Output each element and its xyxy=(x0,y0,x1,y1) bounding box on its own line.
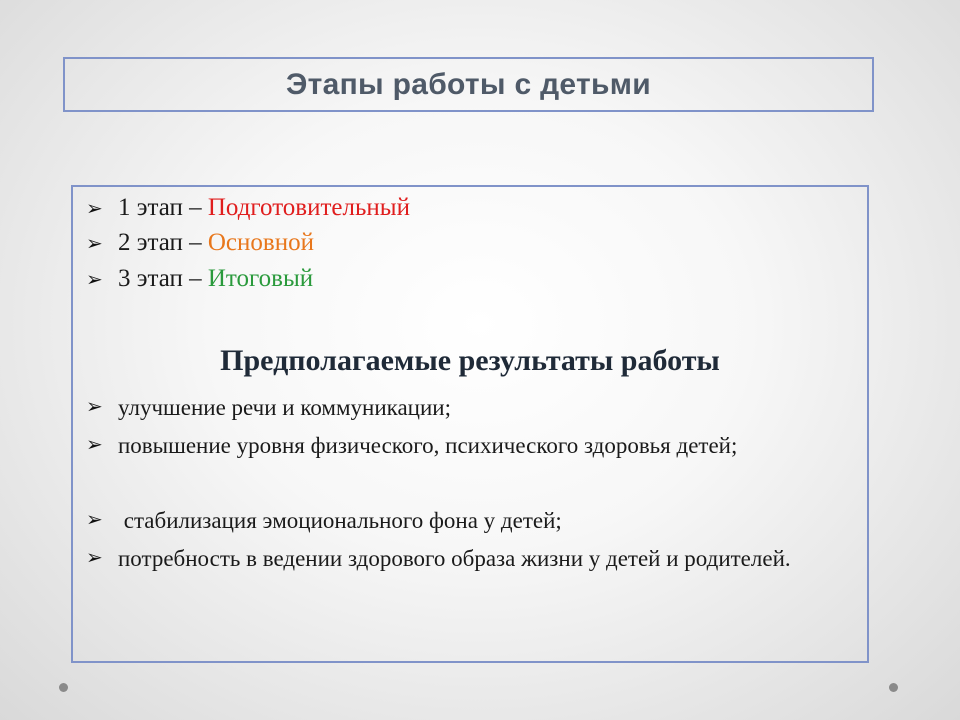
stage-item-2 xyxy=(86,228,314,258)
stage-prefix: 1 этап – xyxy=(118,194,208,221)
result-item-2 xyxy=(86,429,858,462)
stage-prefix: 2 этап – xyxy=(118,229,208,256)
arrow-bullet-icon: ➢ xyxy=(86,394,103,418)
arrow-bullet-icon: ➢ xyxy=(86,267,103,291)
decorative-dot-right xyxy=(889,683,898,692)
stage-name: Подготовительный xyxy=(207,194,410,221)
result-text: повышение уровня физического, психического здоровья детей; xyxy=(118,433,738,458)
stage-prefix: 3 этап – xyxy=(118,265,208,292)
stage-name: Основной xyxy=(207,229,314,256)
result-text: стабилизация эмоционального фона у детей; xyxy=(118,508,562,533)
arrow-bullet-icon: ➢ xyxy=(86,196,103,220)
stage-item-1 xyxy=(86,193,410,223)
arrow-bullet-icon: ➢ xyxy=(86,432,103,456)
arrow-bullet-icon: ➢ xyxy=(86,231,103,255)
result-text: улучшение речи и коммуникации; xyxy=(118,395,451,420)
result-text: потребность в ведении здорового образа жизни у детей и родителей. xyxy=(118,546,791,571)
decorative-dot-left xyxy=(59,683,68,692)
results-heading: Предполагаемые результаты работы xyxy=(220,344,720,377)
title-box xyxy=(63,57,874,112)
stage-name: Итоговый xyxy=(207,265,314,292)
result-item-3 xyxy=(86,504,858,537)
stage-item-3 xyxy=(86,264,313,294)
arrow-bullet-icon: ➢ xyxy=(86,507,103,531)
result-item-4 xyxy=(86,542,858,575)
page-title: Этапы работы с детьми xyxy=(286,67,651,101)
result-item-1 xyxy=(86,391,858,424)
arrow-bullet-icon: ➢ xyxy=(86,545,103,569)
